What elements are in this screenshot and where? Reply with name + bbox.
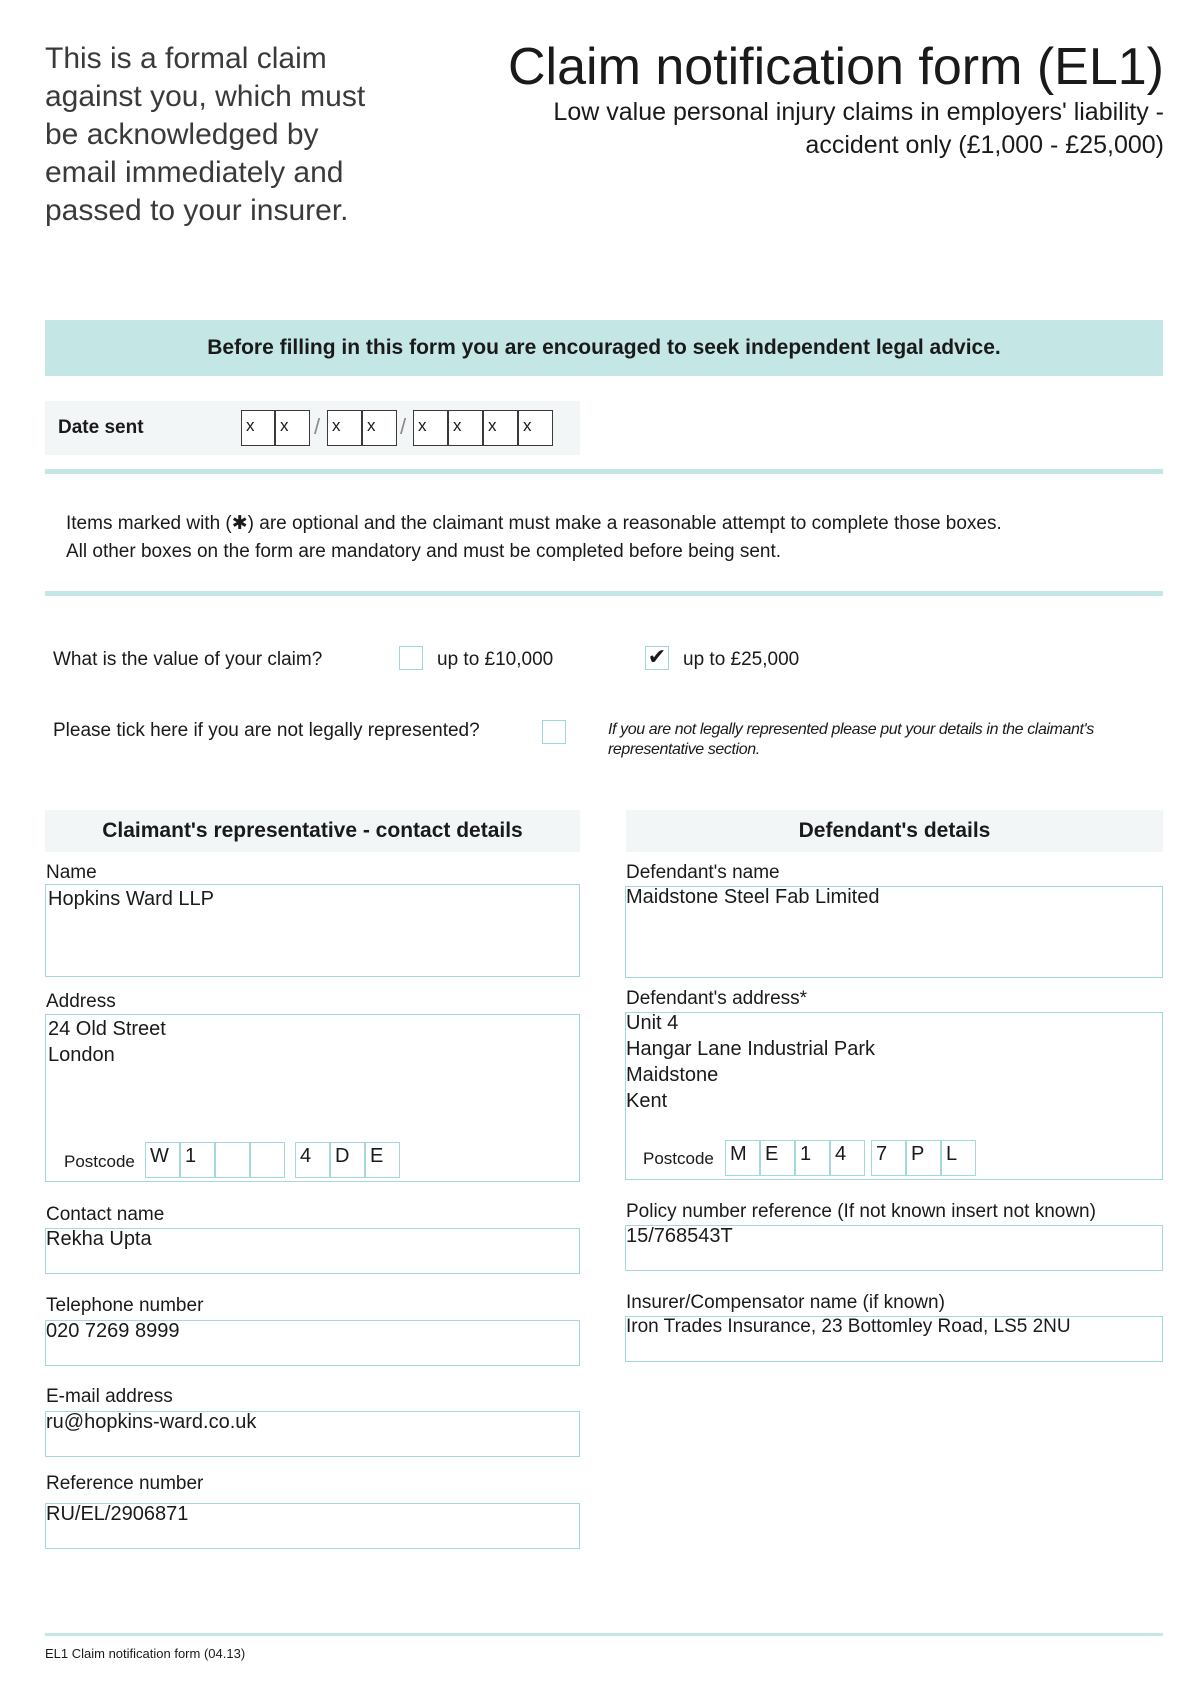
defendant-postcode-cell[interactable]: 7 (871, 1140, 906, 1176)
claim-value-25000-label: up to £25,000 (683, 649, 800, 670)
footer-divider (45, 1633, 1163, 1636)
rep-name-label: Name (46, 862, 97, 883)
defendant-postcode-cell[interactable]: E (760, 1140, 795, 1176)
defendant-name-label: Defendant's name (626, 862, 780, 883)
rep-postcode-cell[interactable]: 1 (180, 1142, 215, 1178)
rep-address-value: 24 Old Street London (48, 1018, 166, 1066)
defendant-address-value: Unit 4 Hangar Lane Industrial Park Maidstone Kent (626, 1012, 876, 1112)
rep-reference-value: RU/EL/2906871 (46, 1503, 189, 1525)
defendant-heading: Defendant's details (626, 810, 1163, 852)
rep-postcode-cell[interactable] (250, 1142, 285, 1178)
intro-notice: This is a formal claim against you, which must be acknowledged by email immediately and passed to your insurer. (45, 42, 366, 227)
rep-phone-value: 020 7269 8999 (46, 1320, 180, 1342)
date-month-digit-2[interactable]: x (362, 410, 397, 446)
insurer-value: Iron Trades Insurance, 23 Bottomley Road, LS5 2NU (626, 1316, 1071, 1337)
rep-email-value: ru@hopkins-ward.co.uk (46, 1411, 257, 1433)
date-year-digit-2[interactable]: x (448, 410, 483, 446)
rep-postcode-label: Postcode (64, 1152, 135, 1171)
defendant-address-label: Defendant's address* (626, 988, 808, 1009)
date-day-digit-1[interactable]: x (241, 410, 275, 446)
form-title: Claim notification form (EL1) (508, 38, 1164, 96)
rep-phone-label: Telephone number (46, 1295, 204, 1316)
policy-number-label: Policy number reference (If not known insert not known) (626, 1201, 1096, 1222)
rep-reference-label: Reference number (46, 1473, 204, 1494)
rep-postcode-cell[interactable]: D (330, 1142, 365, 1178)
defendant-postcode-cell[interactable]: M (725, 1140, 760, 1176)
divider (45, 591, 1163, 596)
instructions (66, 510, 1156, 566)
not-represented-question: Please tick here if you are not legally represented? (53, 720, 480, 741)
divider (45, 469, 1163, 474)
rep-postcode-cell[interactable] (215, 1142, 250, 1178)
defendant-postcode-label: Postcode (643, 1149, 714, 1168)
date-year-digit-1[interactable]: x (413, 410, 448, 446)
rep-postcode-cell[interactable]: W (145, 1142, 180, 1178)
claim-value-25000-checkbox[interactable]: ✔ (645, 646, 669, 670)
date-day-digit-2[interactable]: x (275, 410, 310, 446)
date-sent-label: Date sent (58, 417, 144, 438)
date-year-digit-3[interactable]: x (483, 410, 518, 446)
date-month-digit-1[interactable]: x (327, 410, 362, 446)
form-subtitle: Low value personal injury claims in employers' liability - accident only (£1,000 - £25,000) (553, 98, 1164, 159)
claimant-rep-heading: Claimant's representative - contact details (45, 810, 580, 852)
instructions-line-1: Items marked with (✱) are optional and the claimant must make a reasonable attempt to complete those boxes. (66, 513, 1002, 534)
defendant-postcode-cell[interactable]: L (941, 1140, 976, 1176)
rep-postcode-cell[interactable]: 4 (295, 1142, 330, 1178)
defendant-postcode-cell[interactable]: 4 (830, 1140, 865, 1176)
rep-email-label: E-mail address (46, 1386, 173, 1407)
claim-value-10000-label: up to £10,000 (437, 649, 554, 670)
rep-contact-value: Rekha Upta (46, 1228, 152, 1250)
date-separator: / (400, 414, 407, 439)
footer-form-id: EL1 Claim notification form (04.13) (45, 1646, 246, 1661)
insurer-label: Insurer/Compensator name (if known) (626, 1292, 945, 1313)
defendant-name-value: Maidstone Steel Fab Limited (626, 886, 880, 908)
not-represented-note: If you are not legally represented please put your details in the claimant's representative section. (608, 721, 1094, 758)
defendant-postcode-cell[interactable]: P (906, 1140, 941, 1176)
date-year-digit-4[interactable]: x (518, 410, 553, 446)
rep-address-label: Address (46, 991, 116, 1012)
rep-postcode-cell[interactable]: E (365, 1142, 400, 1178)
date-separator: / (314, 414, 321, 439)
rep-contact-label: Contact name (46, 1204, 165, 1225)
legal-advice-banner: Before filling in this form you are encouraged to seek independent legal advice. (45, 320, 1163, 376)
instructions-line-2: All other boxes on the form are mandatory and must be completed before being sent. (66, 541, 782, 562)
not-represented-checkbox[interactable] (542, 720, 566, 744)
policy-number-value: 15/768543T (626, 1225, 733, 1247)
claim-value-10000-checkbox[interactable] (399, 646, 423, 670)
rep-name-value: Hopkins Ward LLP (48, 888, 214, 910)
claim-value-question: What is the value of your claim? (53, 649, 323, 670)
defendant-postcode-cell[interactable]: 1 (795, 1140, 830, 1176)
